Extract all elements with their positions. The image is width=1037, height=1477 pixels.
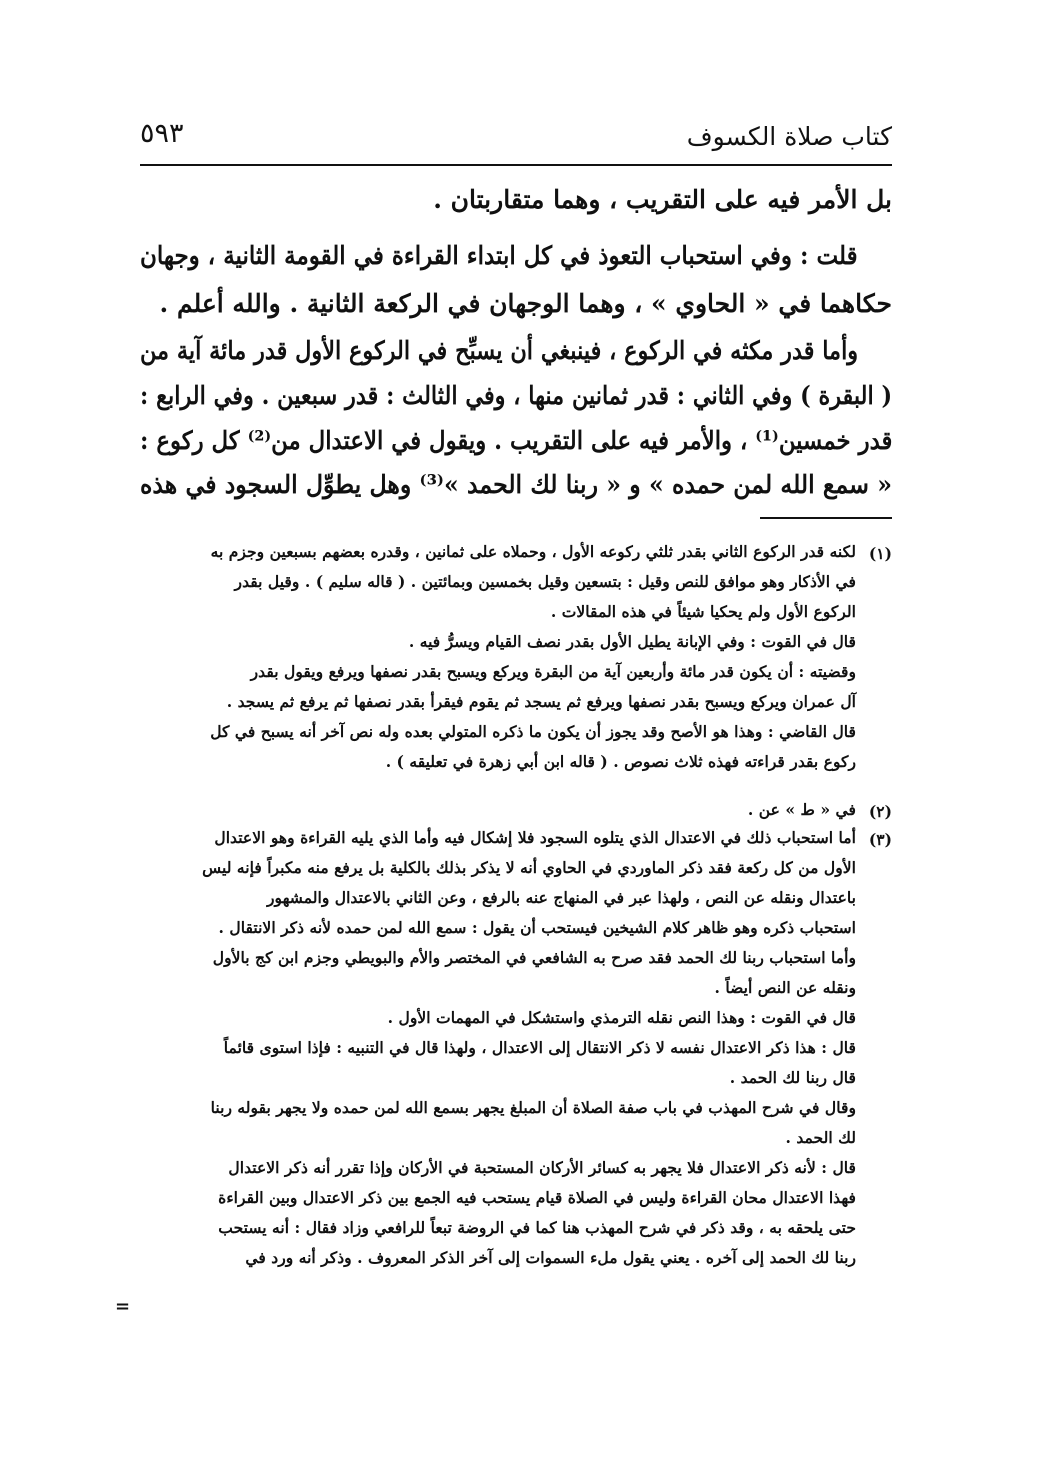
footnote-line: أما استحباب ذلك في الاعتدال الذي يتلوه السجود فلا إشكال فيه وأما الذي يليه القراءة وهو الاعتدال [214,828,856,847]
body-line: وأما قدر مكثه في الركوع ، فينبغي أن يسبِّح في الركوع الأول قدر مائة آية من [139,336,858,365]
body-line: قدر خمسين⁽¹⁾ ، والأمر فيه على التقريب . ويقول في الاعتدال من⁽²⁾ كل ركوع : [139,426,892,455]
body-line: ( البقرة ) وفي الثاني : قدر ثمانين منها ، وفي الثالث : قدر سبعين . وفي الرابع : [139,381,892,410]
continuation-mark: = [115,1296,131,1317]
footnote-line: باعتدال ونقله عن النص ، ولهذا عبر في المنهاج عنه بالرفع ، وعن الثاني بالاعتدال والمشهور [267,888,856,907]
footnote-line: آل عمران ويركع ويسبح بقدر نصفها ويرفع ثم يسجد ثم يقوم فيقرأ بقدر نصفها ثم يرفع ثم يسجد . [226,692,856,711]
footnote-rule [760,517,892,519]
body-line: بل الأمر فيه على التقريب ، وهما متقاربتان . [433,185,892,214]
body-line: قلت : وفي استحباب التعوذ في كل ابتداء القراءة في القومة الثانية ، وجهان [140,241,858,270]
footnote-line: قال : هذا ذكر الاعتدال نفسه لا ذكر الانتقال إلى الاعتدال ، ولهذا قال في التنبيه : فإذا استوى قائماً [223,1038,856,1057]
footnote-line: الأول من كل ركعة فقد ذكر الماوردي في الحاوي أنه لا يذكر بذلك بالكلية بل يرفع منه مكبراً فإنه ليس [202,858,856,877]
footnote-line: استحباب ذكره وهو ظاهر كلام الشيخين فيستحب أن يقول : سمع الله لمن حمده لأنه ذكر الانتقال . [218,918,856,937]
running-title: كتاب صلاة الكسوف [686,122,892,151]
footnote-line: قال في القوت : وفي الإبانة يطيل الأول بقدر نصف القيام ويسرُّ فيه . [408,632,856,651]
footnote-line: فهذا الاعتدال محان القراءة وليس في الصلاة قيام يستحب فيه الجمع بين ذكر الاعتدال وبين القراءة [218,1188,856,1207]
footnote-line: وأما استحباب ربنا لك الحمد فقد صرح به الشافعي في المختصر والأم والبويطي وجزم ابن كج بالأول [212,948,856,967]
footnote-line: وقضيته : أن يكون قدر مائة وأربعين آية من البقرة ويركع ويسبح بقدر نصفها ويرفع ويقول بقدر [250,662,856,681]
footnote-line: ونقله عن النص أيضاً . [714,978,856,997]
body-line: حكاهما في « الحاوي » ، وهما الوجهان في الركعة الثانية . والله أعلم . [159,289,892,318]
footnote-line: قال القاضي : وهذا هو الأصح وقد يجوز أن يكون ما ذكره المتولي بعده وله نص آخر أنه يسبح في كل [210,722,856,741]
footnote-number: (٣) [868,830,892,849]
footnote-number: (٢) [868,802,892,821]
footnote-line: ركوع بقدر قراءته فهذه ثلاث نصوص . ( قاله ابن أبي زهرة في تعليقه ) . [385,752,856,771]
footnote-line: في « ط » عن . [747,800,856,819]
footnote-line: لك الحمد . [785,1128,856,1147]
footnote-line: قال في القوت : وهذا النص نقله الترمذي واستشكل في المهمات الأول . [387,1008,856,1027]
footnote-line: قال : لأنه ذكر الاعتدال فلا يجهر به كسائر الأركان المستحبة في الأركان وإذا تقرر أنه ذكر الاعتدال [228,1158,856,1177]
page-number: ٥٩٣ [140,118,184,149]
footnote-line: ربنا لك الحمد إلى آخره . يعني يقول ملء السموات إلى آخر الذكر المعروف . وذكر أنه ورد في [245,1248,856,1267]
header-rule [140,164,892,166]
body-line: « سمع الله لمن حمده » و « ربنا لك الحمد »⁽³⁾ وهل يطوِّل السجود في هذه [140,470,892,499]
footnote-line: قال ربنا لك الحمد . [729,1068,856,1087]
footnote-line: الركوع الأول ولم يحكيا شيئاً في هذه المقالات . [550,602,856,621]
page-header [140,118,892,158]
footnote-line: لكنه قدر الركوع الثاني بقدر ثلثي ركوعه الأول ، وحملاه على ثمانين ، وقدره بعضهم بسبعين وجزم به [210,542,856,561]
footnote-line: حتى يلحقه به ، وقد ذكر في شرح المهذب هنا كما في الروضة تبعاً للرافعي وزاد فقال : أنه يستحب [218,1218,856,1237]
footnote-line: في الأذكار وهو موافق للنص وقيل : بتسعين وقيل بخمسين وبمائتين . ( قاله سليم ) . وقيل بقدر [234,572,856,591]
footnote-line: وقال في شرح المهذب في باب صفة الصلاة أن المبلغ يجهر بسمع الله لمن حمده ولا يجهر بقوله ربنا [210,1098,856,1117]
footnote-number: (١) [868,544,892,563]
